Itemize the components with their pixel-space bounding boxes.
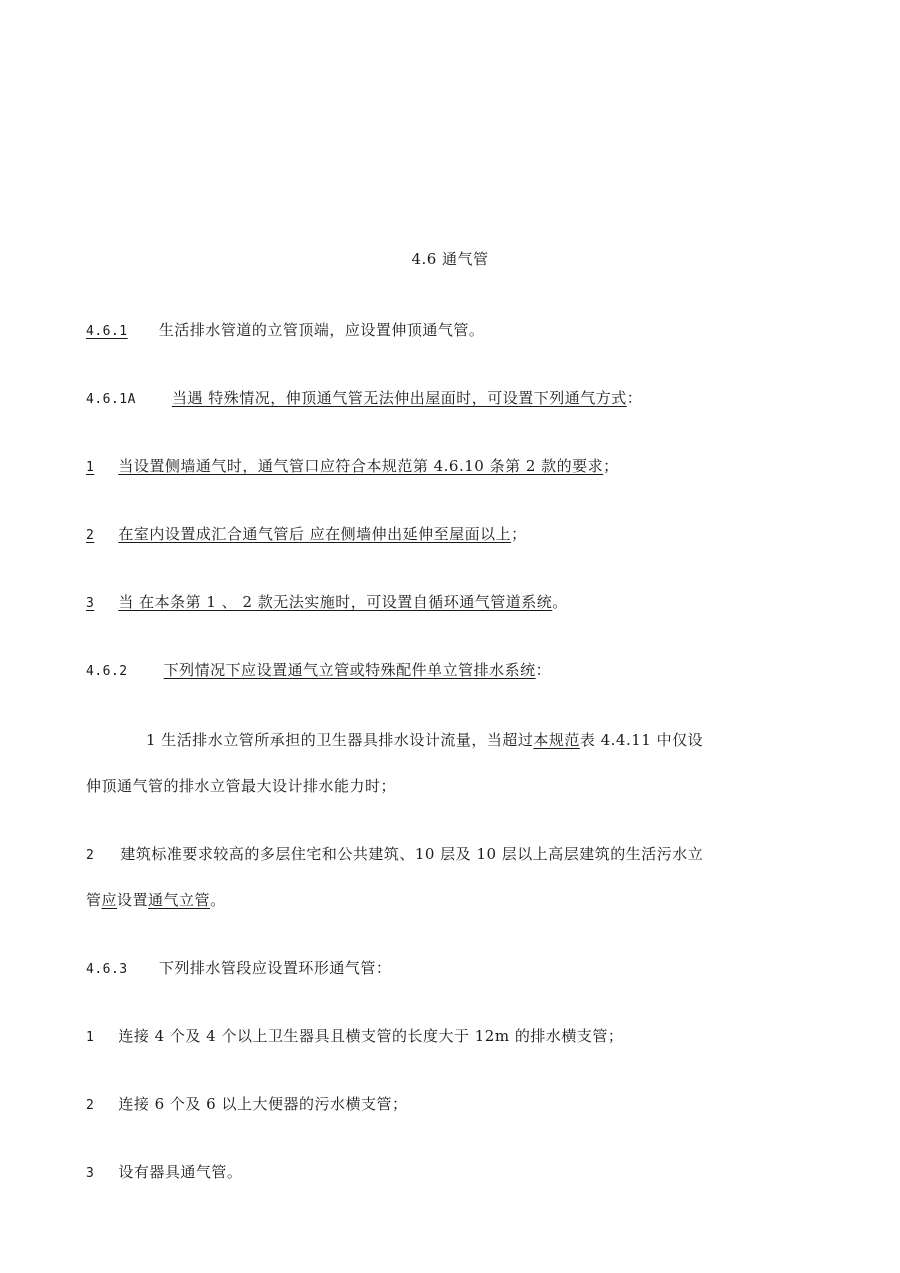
clause-text: 当遇 特殊情况，伸顶通气管无法伸出屋面时，可设置下列通气方式 <box>171 389 627 407</box>
clause-number: 4.6.3 <box>86 962 128 977</box>
item-text-pre: 1 生活排水立管所承担的卫生器具排水设计流量，当超过 <box>146 731 534 749</box>
item-text-underlined: 本规范 <box>533 731 580 749</box>
list-item <box>86 592 568 614</box>
item-number: 2 <box>86 1098 95 1113</box>
item-number: 1 <box>86 460 95 475</box>
list-item <box>86 524 527 546</box>
clause-number: 4.6.1 <box>86 324 128 339</box>
item-number: 2 <box>86 848 95 863</box>
text-segment-underlined: 应 <box>101 891 118 909</box>
clause-text: 下列情况下应设置通气立管或特殊配件单立管排水系统 <box>163 661 536 679</box>
item-end: ； <box>511 525 527 543</box>
clause-4-6-1 <box>86 320 484 342</box>
text-segment: 设置 <box>117 891 149 909</box>
clause-text: 生活排水管道的立管顶端，应设置伸顶通气管。 <box>158 321 485 339</box>
item-end: ； <box>603 457 619 475</box>
list-item-continuation: 伸顶通气管的排水立管最大设计排水能力时； <box>86 777 397 795</box>
text-segment-underlined: 通气立管 <box>148 891 211 909</box>
item-number: 2 <box>86 528 95 543</box>
item-text: 建筑标准要求较高的多层住宅和公共建筑、10 层及 10 层以上高层建筑的生活污水立 <box>120 845 704 863</box>
item-text-post: 表 4.4.11 中仅设 <box>579 731 704 749</box>
list-item <box>146 730 703 750</box>
text-segment: 。 <box>210 891 226 909</box>
item-text: 在室内设置成汇合通气管后 应在侧墙伸出延伸至屋面以上 <box>118 525 512 543</box>
list-item-continuation <box>86 890 226 910</box>
text-segment: 管 <box>86 891 102 909</box>
list-item <box>86 1162 242 1184</box>
list-item <box>86 456 619 478</box>
clause-4-6-1a <box>86 388 654 410</box>
item-text: 设有器具通气管。 <box>118 1163 243 1181</box>
item-text: 连接 6 个及 6 以上大便器的污水横支管； <box>118 1095 408 1113</box>
item-text: 连接 4 个及 4 个以上卫生器具且横支管的长度大于 12m 的排水横支管； <box>118 1027 624 1045</box>
clause-end: ： <box>626 389 643 407</box>
section-title: 4.6 通气管 <box>411 250 489 268</box>
clause-4-6-3 <box>86 958 391 980</box>
clause-number: 4.6.1A <box>86 392 136 407</box>
item-end: 。 <box>552 593 568 611</box>
list-item <box>86 844 703 866</box>
clause-4-6-2 <box>86 660 551 682</box>
clause-text: 下列排水管段应设置环形通气管： <box>158 959 392 977</box>
item-text: 当 在本条第 1 、 2 款无法实施时，可设置自循环通气管道系统 <box>118 593 553 611</box>
item-text: 当设置侧墙通气时，通气管口应符合本规范第 4.6.10 条第 2 款的要求 <box>118 457 604 475</box>
list-item <box>86 1026 623 1048</box>
item-number: 3 <box>86 1166 95 1181</box>
list-item <box>86 1094 408 1116</box>
clause-end: ： <box>535 661 552 679</box>
clause-number: 4.6.2 <box>86 664 128 679</box>
item-number: 3 <box>86 596 95 611</box>
item-number: 1 <box>86 1030 95 1045</box>
